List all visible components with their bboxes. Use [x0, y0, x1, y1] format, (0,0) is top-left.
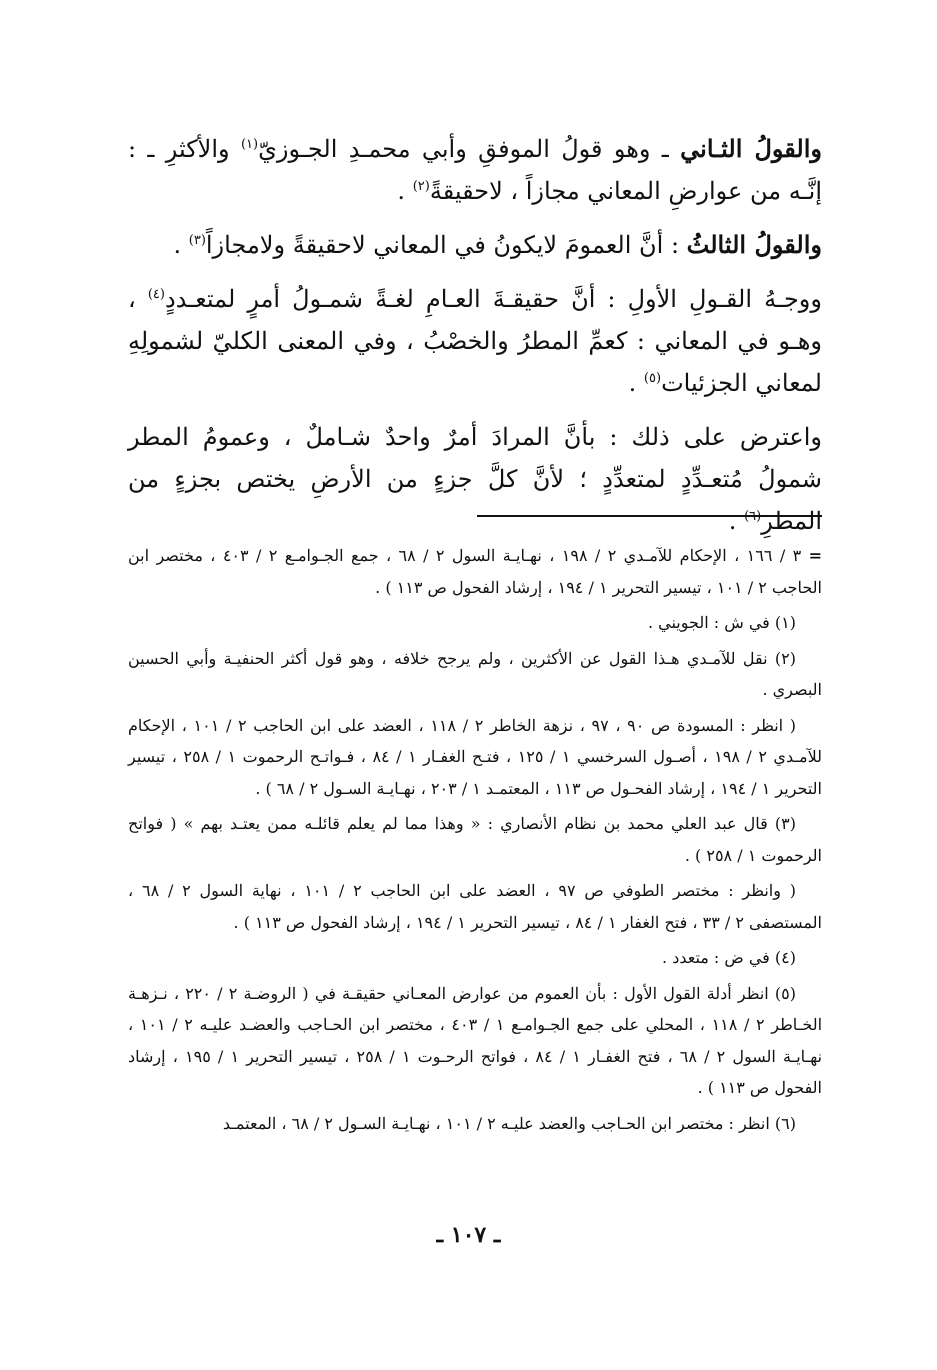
footnote-1: (١) في ش : الجويني .: [647, 613, 796, 632]
main-text: [128, 128, 822, 554]
paragraph-third-opinion: [128, 224, 822, 266]
paragraph-objection: [128, 416, 822, 542]
paragraph-text: واعترض على ذلك : بأنَّ المرادَ أمرٌ واحدٌ شـاملٌ ، وعمومُ المطر شمولُ مُتعـدِّدٍ لمتعدِّدٍ ؛ لأنَّ كلَّ جزءٍ من الأرضِ يختص بجزءٍ من المطرِ: [128, 423, 822, 535]
paragraph-text: : أنَّ العمومَ لايكونُ في المعاني لاحقيقةً ولامجازاً: [205, 231, 680, 259]
footnote-4: (٤) في ض : متعدد .: [662, 948, 796, 967]
page-number: ـ ١٠٧ ـ: [436, 1222, 501, 1248]
heading-third-opinion: والقولُ الثالثُ: [686, 230, 822, 259]
footnote-ref: (٦): [744, 509, 762, 524]
footnote-text: ٣ / ١٦٦ ، الإحكام للآمـدي ٢ / ١٩٨ ، نهـايـة السول ٢ / ٦٨ ، جمع الجـوامـع ٢ / ٤٠٣ ، مختصر ابن الحاجب ٢ / ١٠١ ، تيسير التحرير ١ / ١٩٤ ، إرشاد الفحول ص ١١٣ ) .: [128, 546, 822, 597]
footnote-2-refs: ( انظر : المسودة ص ٩٠ ، ٩٧ ، نزهة الخاطر ٢ / ١١٨ ، العضد على ابن الحاجب ٢ / ١٠١ ، الإحكام للآمـدي ٢ / ١٩٨ ، أصـول السرخسي ١ / ١٢٥ ، فتـح الغفـار ١ / ٨٤ ، فـواتـح الرحموت ١ / ٢٥٨ ، تيسير التحرير ١ / ١٩٤ ، إرشاد الفحـول ص ١١٣ ، المعتمـد ١ / ٢٠٣ ، نهـايـة السـول ٢ / ٦٨ ) .: [128, 715, 823, 798]
paragraph-first-opinion-reason: [128, 278, 822, 404]
paragraph-end: .: [728, 507, 737, 535]
footnotes: [128, 540, 822, 1143]
continuation-mark: =: [808, 546, 822, 565]
footnote-ref: (٣): [188, 233, 206, 248]
paragraph-end: .: [397, 177, 406, 205]
footnote-separator: [477, 515, 822, 517]
footnote-ref: (١): [240, 137, 259, 152]
footnote-6: (٦) انظر : مختصر ابن الحـاجب والعضد عليـه ٢ / ١٠١ ، نهـايـة السـول ٢ / ٦٨ ، المعتمـد: [222, 1113, 796, 1133]
paragraph-text: ووجـهُ القـولِ الأولِ : أنَّ حقيقـةَ العـامِ لغـةً شمـولُ أمرٍ لمتعـددٍ: [164, 285, 822, 313]
footnote-continuation: [128, 540, 822, 603]
heading-second-opinion: والقولُ الثـاني: [680, 134, 823, 163]
footnote-5: (٥) انظر أدلة القول الأول : بأن العموم من عوارض المعـاني حقيقـة في ( الروضـة ٢ / ٢٢٠ ، نـزهـة الخـاطر ٢ / ١١٨ ، المحلي على جمع الجـوامـع ١ / ٤٠٣ ، مختصر ابن الحـاجب والعضـد عليـه ٢ / ١٠١ ، نهـايـة السول ٢ / ٦٨ ، فتح الغفـار ١ / ٨٤ ، فواتح الرحـوت ١ / ٢٥٨ ، تيسير التحرير ١ / ١٩٥ ، إرشاد الفحول ص ١١٣ ) .: [128, 983, 823, 1097]
paragraph-text: والأكثرِ ـ : إنَّـه من عوارضِ المعاني مجازاً ، لاحقيقةً: [128, 135, 822, 205]
footnote-3: (٣) قال عبد العلي محمد بن نظام الأنصاري : « وهذا مما لم يعلم قائلـه ممن يعتـد بهم » ( فواتح الرحموت ١ / ٢٥٨ ) .: [128, 814, 822, 865]
footnote-ref: (٤): [147, 287, 165, 302]
footnote-2: (٢) نقل للآمـدي هـذا القول عن الأكثرين ، ولم يرجح خلافه ، وهو قول أكثر الحنفيـة وأبي الحسين البصري .: [128, 648, 822, 699]
paragraph-end: .: [628, 369, 637, 397]
paragraph-second-opinion: [128, 128, 822, 212]
footnote-ref: (٢): [412, 179, 430, 194]
footnote-ref: (٥): [643, 371, 662, 386]
paragraph-text: ، وهـو في المعاني : كعمِّ المطرُ والخصْبُ ، وفي المعنى الكليّ لشمولِهِ لمعاني الجزئيات: [128, 285, 822, 397]
footnote-3-refs: ( وانظر : مختصر الطوفي ص ٩٧ ، العضد على ابن الحاجب ٢ / ١٠١ ، نهاية السول ٢ / ٦٨ ، المستصفى ٢ / ٣٣ ، فتح الغفار ١ / ٨٤ ، تيسير التحرير ١ / ١٩٤ ، إرشاد الفحول ص ١١٣ ) .: [128, 881, 822, 932]
paragraph-text: ـ وهو قولُ الموفقِ وأبي محمـدِ الجـوزيّ: [258, 135, 669, 163]
paragraph-end: .: [173, 231, 182, 259]
